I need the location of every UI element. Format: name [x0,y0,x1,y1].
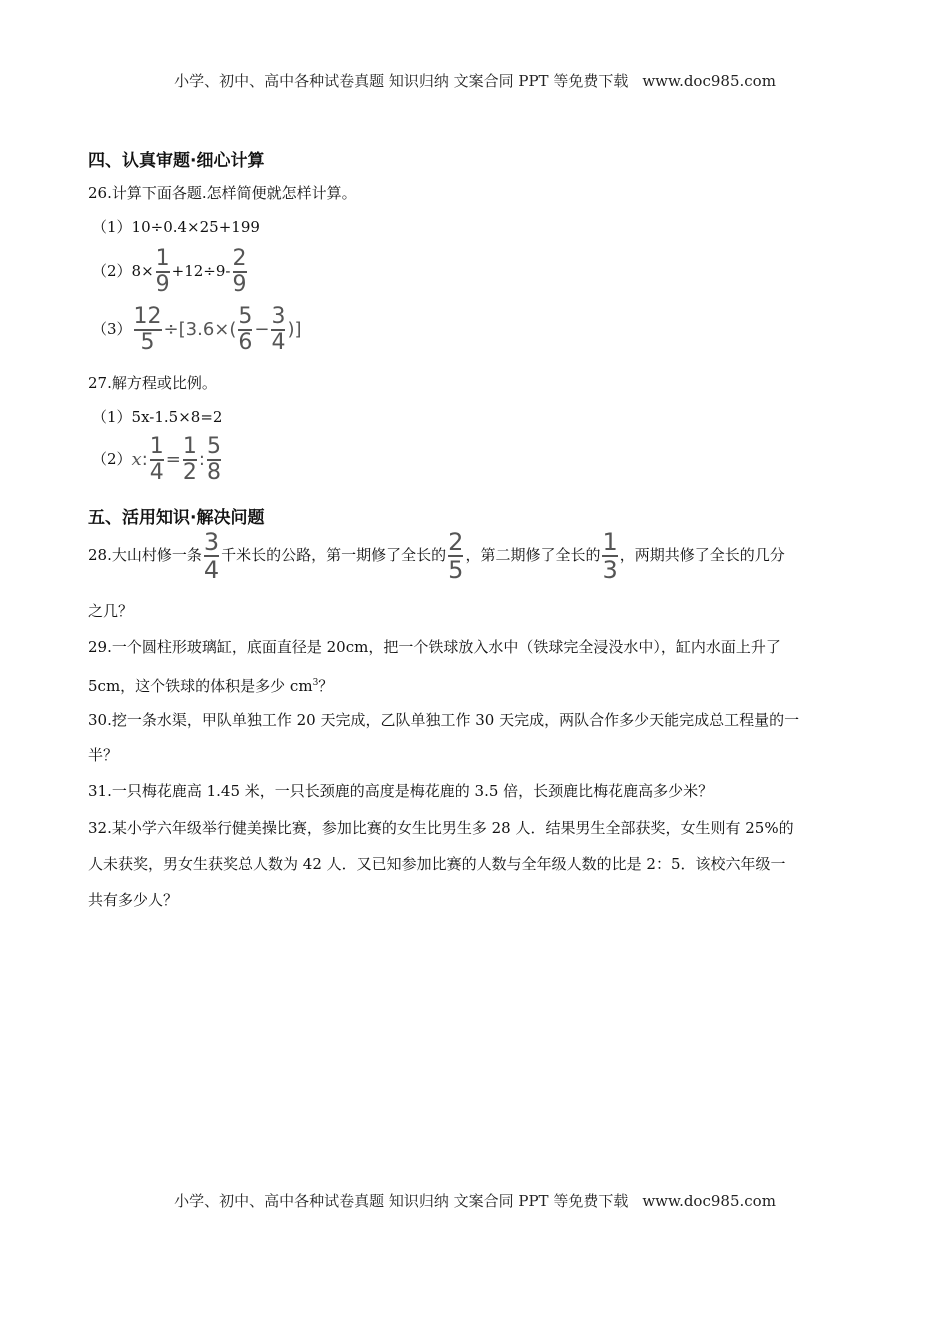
fraction [204,530,219,582]
denominator: 6 [238,330,253,355]
q26-part1: （1）10÷0.4×25+199 [92,218,260,236]
q28-line1 [88,530,785,582]
numerator: 3 [203,528,220,556]
q29-line2 [88,673,333,696]
fraction [156,248,170,296]
numerator: 5 [238,304,253,329]
numerator: 1 [155,246,170,271]
fraction [207,436,221,484]
denominator: 2 [182,460,197,485]
page-footer [0,1190,950,1211]
q27-part2 [92,436,223,484]
q26-p3-label: （3） [92,320,132,338]
numerator: 1 [149,434,164,459]
q28-line2: 之几？ [88,602,134,620]
q26-p3-mid: ÷[3.6×( [163,319,237,340]
fraction [448,530,463,582]
q26-part3 [92,306,302,354]
colon: : [141,449,148,470]
q26-p2-mid: +12÷9- [171,262,231,280]
q28-a: 28.大山村修一条 [88,546,202,564]
denominator: 8 [206,460,221,485]
numerator: 5 [206,434,221,459]
fraction [238,306,252,354]
section-title-5: 五、活用知识·解决问题 [88,508,265,528]
q32-line1: 32.某小学六年级举行健美操比赛，参加比赛的女生比男生多 28 人．结果男生全部获奖，女生则有 25%的 [88,819,794,837]
denominator: 5 [448,556,464,584]
q28-c: ，第二期修了全长的 [465,546,601,564]
q29-line1: 29.一个圆柱形玻璃缸，底面直径是 20cm，把一个铁球放入水中（铁球完全浸没水中），缸内水面上升了 [88,638,781,656]
q30-line1: 30.挖一条水渠，甲队单独工作 20 天完成，乙队单独工作 30 天完成，两队合作多少天能完成总工程量的一 [88,711,800,729]
numerator: 2 [448,528,464,556]
q29-l2-end: ？ [318,677,334,695]
q26-p3-end: )] [287,319,302,340]
q30-line2: 半？ [88,746,119,764]
footer-url[interactable]: www.doc985.com [642,1192,776,1210]
numerator: 3 [271,304,286,329]
equals-sign: = [165,449,181,470]
q27-part1: （1）5x-1.5×8=2 [92,408,223,426]
numerator: 1 [182,434,197,459]
q32-line3: 共有多少人？ [88,891,179,909]
q27-stem: 27.解方程或比例。 [88,374,217,392]
fraction [134,306,162,354]
numerator: 2 [232,246,247,271]
footer-text: 小学、初中、高中各种试卷真题 知识归纳 文案合同 PPT 等免费下载 [174,1192,629,1210]
q26-stem: 26.计算下面各题.怎样简便就怎样计算。 [88,184,357,202]
denominator: 3 [602,556,618,584]
q31-line1: 31.一只梅花鹿高 1.45 米，一只长颈鹿的高度是梅花鹿的 3.5 倍，长颈鹿比梅花鹿高多少米？ [88,782,714,800]
superscript: 3 [312,678,319,688]
q28-b: 千米长的公路，第一期修了全长的 [221,546,447,564]
denominator: 9 [155,272,170,297]
q26-p2-label: （2）8× [92,262,154,280]
q28-d: ，两期共修了全长的几分 [619,546,785,564]
denominator: 9 [232,272,247,297]
denominator: 4 [203,556,220,584]
denominator: 4 [271,330,286,355]
numerator: 1 [602,528,618,556]
colon: : [198,449,205,470]
q26-p3-minus: − [254,319,270,340]
denominator: 5 [140,330,155,355]
q32-line2: 人未获奖，男女生获奖总人数为 42 人．又已知参加比赛的人数与全年级人数的比是 2：5．该校六年级一 [88,855,786,873]
fraction [233,248,247,296]
numerator: 12 [133,304,162,329]
q29-l2: 5cm，这个铁球的体积是多少 cm [88,677,313,695]
fraction [602,530,617,582]
denominator: 4 [149,460,164,485]
section-title-4: 四、认真审题·细心计算 [88,151,265,171]
q27-p2-label: （2） [92,450,132,468]
fraction [150,436,164,484]
q26-part2 [92,248,249,296]
page-header [0,70,950,91]
header-text: 小学、初中、高中各种试卷真题 知识归纳 文案合同 PPT 等免费下载 [174,72,629,90]
fraction [271,306,285,354]
variable-x: x [131,449,142,470]
header-url[interactable]: www.doc985.com [642,72,776,90]
fraction [183,436,197,484]
